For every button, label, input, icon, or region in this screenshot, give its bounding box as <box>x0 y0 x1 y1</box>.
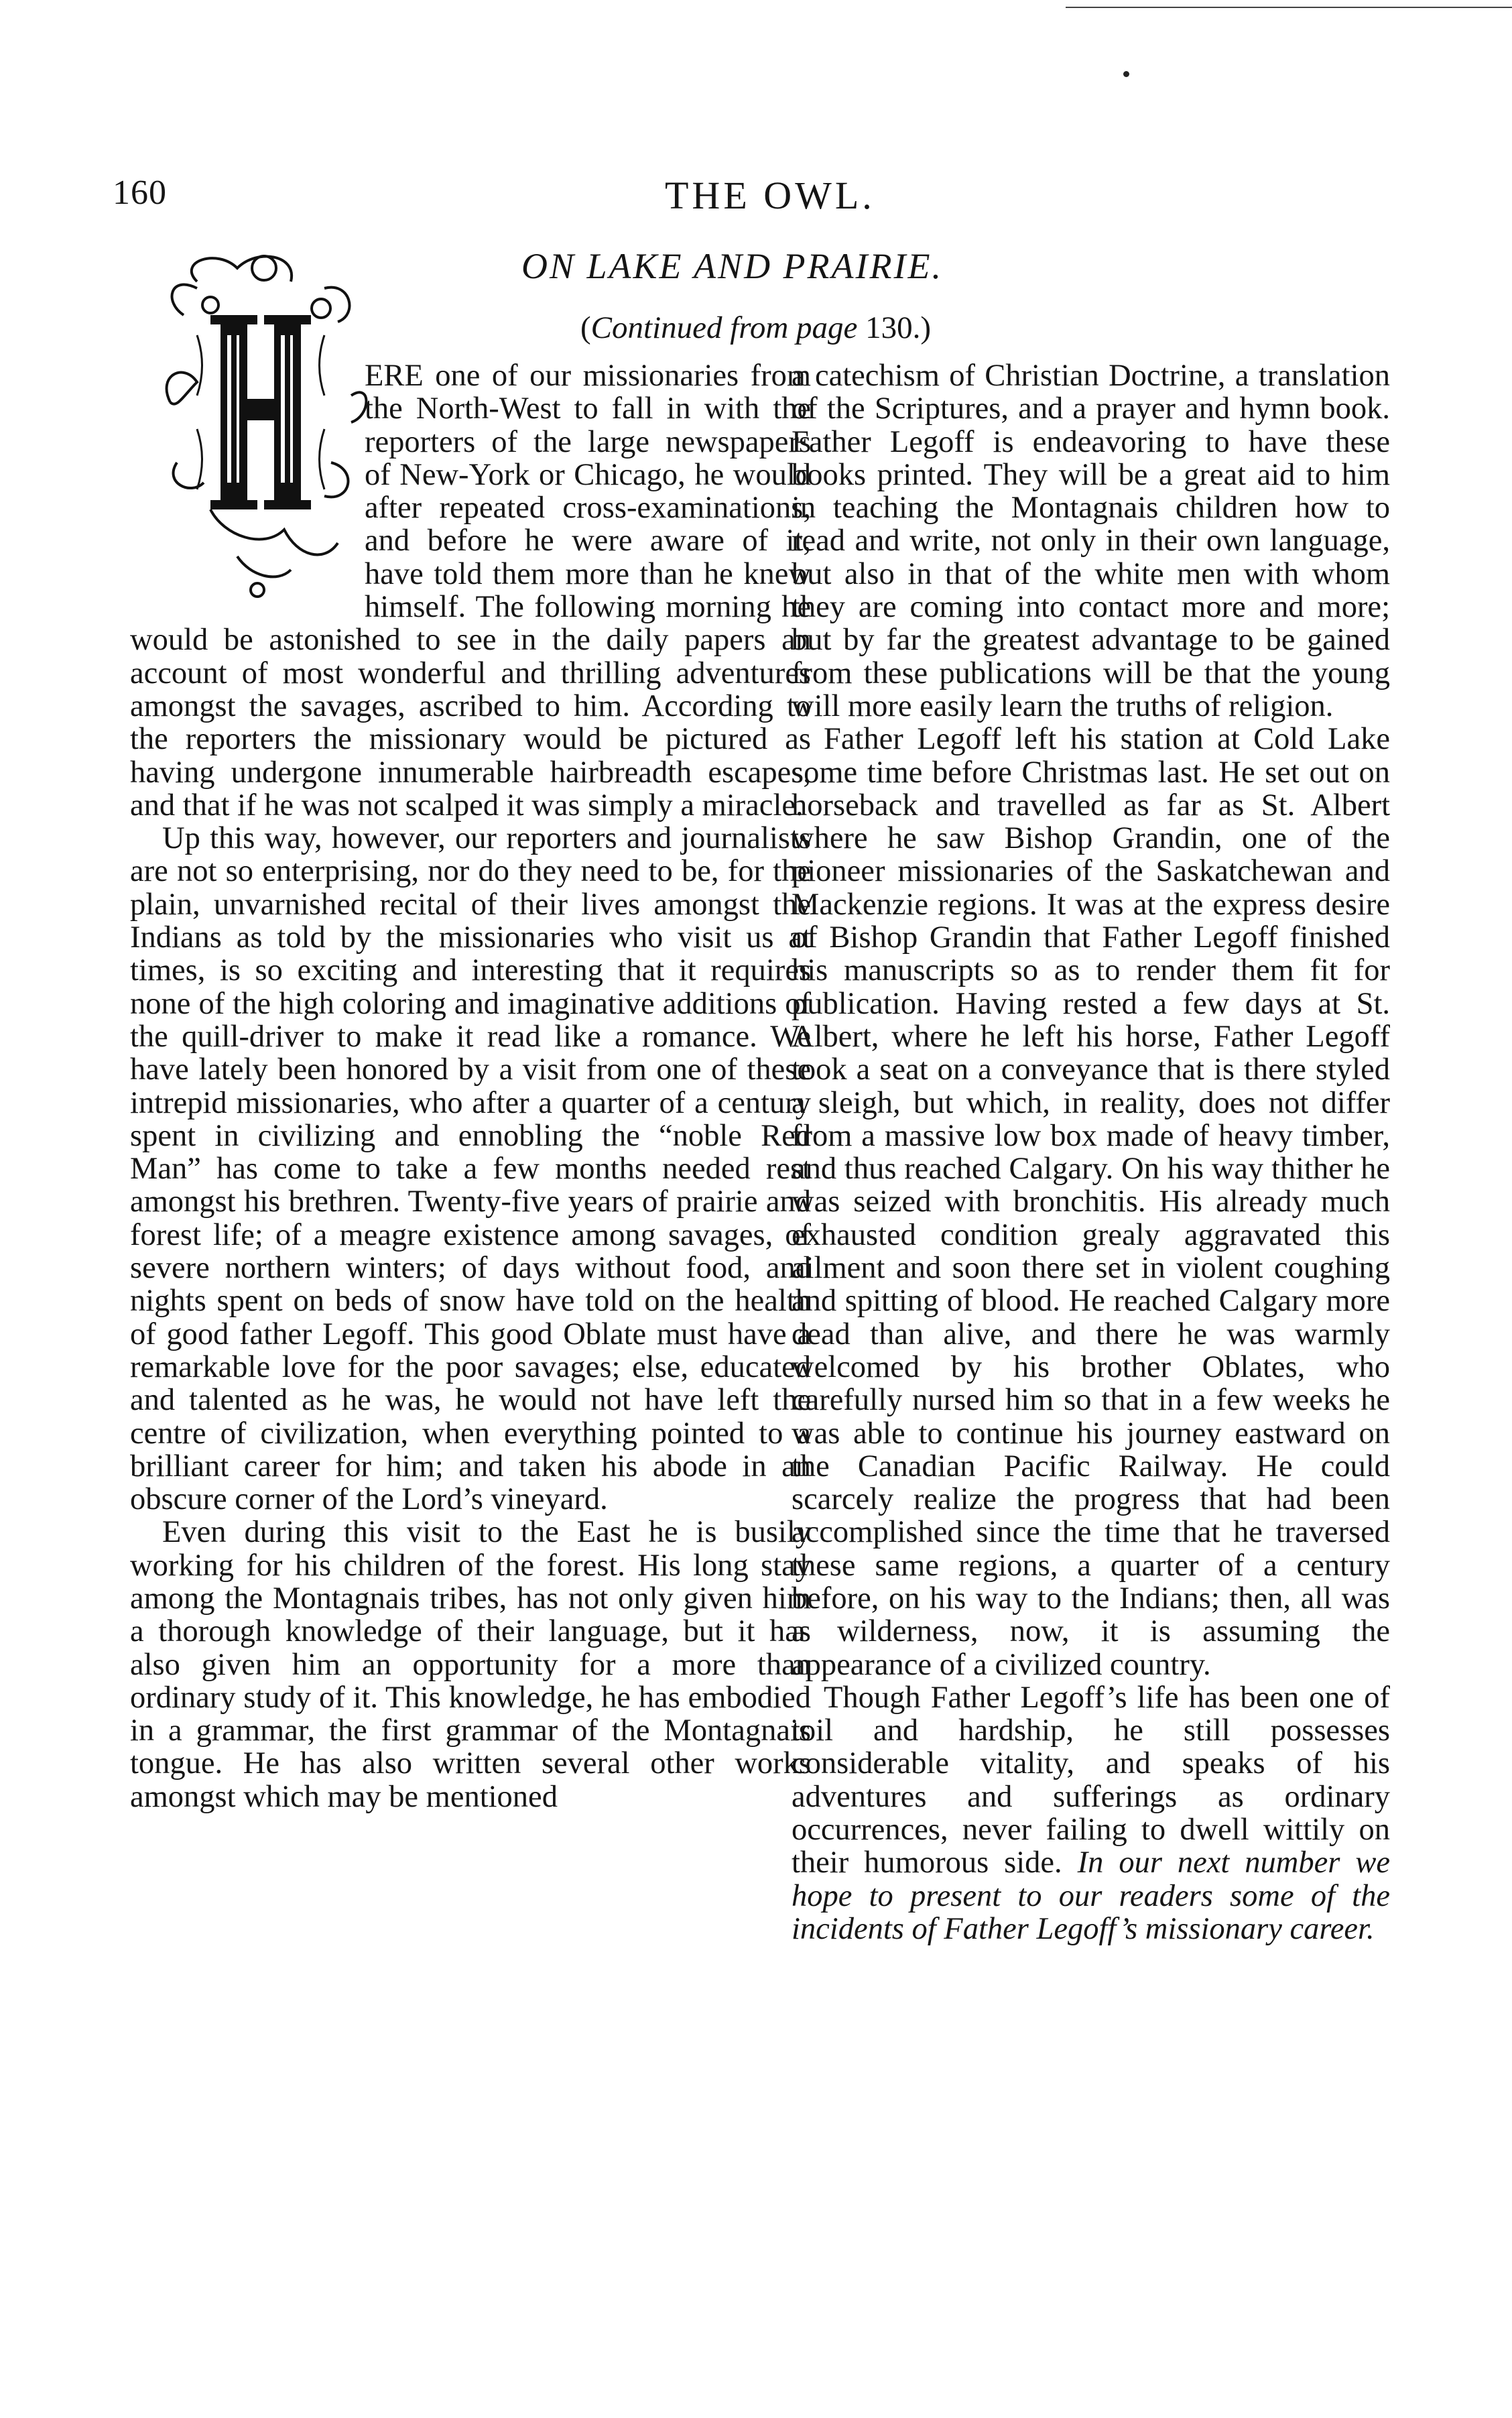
paragraph-6-text: Though Father Legoff’s life has been one of toil and hardship, he still possesses considerable vitality, and speaks of his adventures and sufferings as ordinary occurrences, never failing to dwell wittily on their humorous side. <box>792 1680 1390 1880</box>
continued-page: 130. <box>865 310 921 345</box>
running-head: THE OWL. <box>665 174 875 217</box>
top-edge-rule <box>1066 7 1512 8</box>
paragraph-5: Father Legoff left his station at Cold Lake some time before Christmas last. He set out on horseback and travelled as far as St. Albert where he saw Bishop Grandin, one of the pioneer missionaries of the Saskatchewan and Mackenzie regions. It was at the express desire of Bishop Grandin that Father Legoff finished his manuscripts so as to render them fit for publication. Having rested a few days at St. Albert, where he left his horse, Father Legoff took a seat on a conveyance that is there styled a sleigh, but which, in reality, does not differ from a massive low box made of heavy timber, and thus reached Calgary. On his way thither he was seized with bronchitis. His already much exhausted condition grealy aggravated this ailment and soon there set in violent coughing and spitting of blood. He reached Calgary more dead than alive, and there he was warmly welcomed by his brother Oblates, who carefully nursed him so that in a few weeks he was able to continue his journey eastward on the Canadian Pacific Railway. He could scarcely realize the progress that had been accomplished since the time that he traversed these same regions, a quarter of a century before, on his way to the Indians; then, all was a wilderness, now, it is assuming the appearance of a civilized country. <box>792 722 1390 1682</box>
paragraph-1: ERE one of our missionaries from the North-West to fall in with the reporters of the large newspapers of New-York or Chicago, he would after repeated cross-examinations, and before he were aware of it, have told them more than he knew himself. The following morning he would be astonished to see in the daily papers an account of most wonderful and thrilling adventures amongst the savages, ascribed to him. According to the reporters the missionary would be pictured as having undergone innumerable hairbreadth escapes, and that if he was not scalped it was simply a miracle. <box>130 359 811 823</box>
continued-label: Continued from page <box>590 310 858 345</box>
page-number: 160 <box>113 174 167 212</box>
paragraph-6 <box>792 1681 1390 1945</box>
closing-note: In our next number we hope to present to our readers some of the incidents of Father Legoff’s missionary career. <box>792 1846 1390 1946</box>
paragraph-3: Even during this visit to the East he is busily working for his children of the forest. His long stay among the Montagnais tribes, has not only given him a thorough knowledge of their language, but it has also given him an opportunity for a more than ordinary study of it. This knowledge, he has embodied in a grammar, the first grammar of the Montagnais tongue. He has also written several other works amongst which may be mentioned <box>130 1515 811 1814</box>
continued-note: (Continued from page 130.) <box>580 310 932 345</box>
paragraph-4: a catechism of Christian Doctrine, a translation of the Scriptures, and a prayer and hymn book. Father Legoff is endeavoring to have these books printed. They will be a great aid to him in teaching the Montagnais children how to read and write, not only in their own language, but also in that of the white men with whom they are coming into contact more and more; but by far the greatest advantage to be gained from these publications will be that the young will more easily learn the truths of religion. <box>792 359 1390 723</box>
dropcap-space <box>130 359 365 607</box>
article-title: ON LAKE AND PRAIRIE. <box>521 246 943 286</box>
right-column <box>792 359 1390 1945</box>
ink-speck <box>1123 71 1129 77</box>
paragraph-2: Up this way, however, our reporters and journalists are not so enterprising, nor do they need to be, for the plain, unvarnished recital of their lives amongst the Indians as told by the missionaries who visit us at times, is so exciting and interesting that it requires none of the high coloring and imaginative additions of the quill-driver to make it read like a romance. We have lately been honored by a visit from one of these intrepid missionaries, who after a quarter of a century spent in civilizing and ennobling the “noble Red Man” has come to take a few months needed rest amongst his brethren. Twenty-five years of prairie and forest life; of a meagre existence among savages, of severe northern winters; of days without food, and nights spent on beds of snow have told on the health of good father Legoff. This good Oblate must have a remarkable love for the poor savages; else, educated and talented as he was, he would not have left the centre of civilization, when everything pointed to a brilliant career for him; and taken his abode in an obscure corner of the Lord’s vineyard. <box>130 821 811 1517</box>
left-column <box>130 359 811 1813</box>
